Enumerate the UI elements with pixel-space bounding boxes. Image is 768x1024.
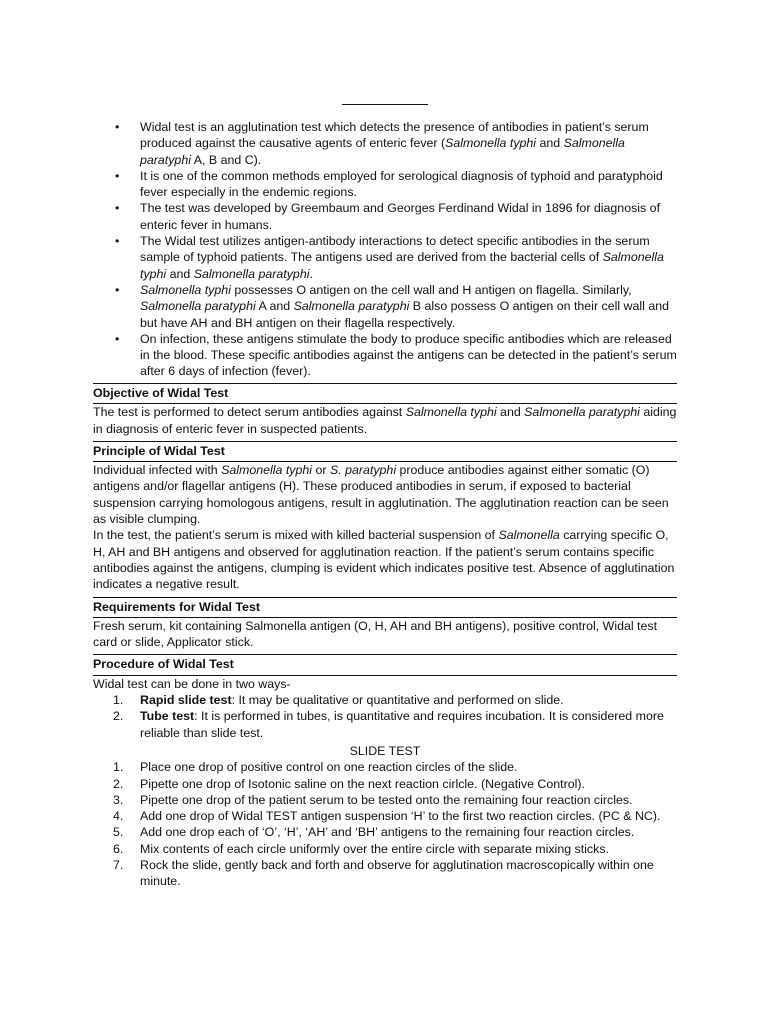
way-title: Tube test bbox=[140, 709, 195, 724]
italic-term: S. paratyphi bbox=[329, 463, 397, 478]
item-number: 6. bbox=[113, 841, 124, 856]
italic-term: Salmonella typhi bbox=[221, 463, 313, 478]
step-text: Rock the slide, gently back and forth and observe for agglutination macroscopically within one minute. bbox=[140, 858, 654, 889]
italic-term: Salmonella paratyphi bbox=[524, 405, 640, 420]
requirements-text: Fresh serum, kit containing Salmonella antigen (O, H, AH and BH antigens), positive control, Widal test card or slide, Applicator stick. bbox=[93, 618, 658, 650]
step-text: Pipette one drop of Isotonic saline on the next reaction cirlcle. (Negative Control). bbox=[140, 776, 585, 791]
principle-heading: Principle of Widal Test bbox=[93, 441, 677, 462]
way-text: : It may be qualitative or quantitative and performed on slide. bbox=[231, 693, 564, 708]
bullet-text: Widal test is an agglutination test which detects the presence of antibodies in patient’s serum produced against the causative agents of enteric fever (Salmonella typhi and Salmonella paratyphi A, B and C). bbox=[140, 120, 649, 167]
step-item bbox=[93, 824, 677, 840]
bullet-text: Salmonella typhi possesses O antigen on the cell wall and H antigen on flagella. Similarly, Salmonella paratyphi A and Salmonella paratyphi B also possess O antigen on their cell wall and but have AH and BH antigen on their flagella respectively. bbox=[140, 282, 670, 330]
way-title: Rapid slide test bbox=[140, 693, 232, 708]
step-text: Pipette one drop of the patient serum to be tested onto the remaining four reaction circles. bbox=[140, 792, 633, 807]
italic-term: Salmonella paratyphi bbox=[193, 266, 310, 281]
bullet-text: It is one of the common methods employed for serological diagnosis of typhoid and paratyphoid fever especially in the endemic regions. bbox=[140, 168, 663, 200]
procedure-heading: Procedure of Widal Test bbox=[93, 654, 677, 675]
top-rule bbox=[342, 104, 428, 105]
step-text: Add one drop each of ‘O’, ‘H’, ‘AH’ and ‘BH’ antigens to the remaining four reaction circles. bbox=[140, 825, 635, 840]
italic-term: Salmonella typhi bbox=[445, 136, 537, 151]
step-item bbox=[93, 808, 677, 824]
step-item bbox=[93, 857, 677, 890]
step-item bbox=[93, 792, 677, 808]
procedure-way bbox=[93, 708, 677, 741]
way-text: : It is performed in tubes, is quantitative and requires incubation. It is considered more reliable than slide test. bbox=[140, 709, 664, 740]
intro-bullet-list bbox=[93, 119, 677, 380]
procedure-ways-list bbox=[93, 692, 677, 741]
step-item bbox=[93, 776, 677, 792]
item-number: 1. bbox=[113, 693, 124, 708]
slide-test-steps bbox=[93, 759, 677, 889]
italic-term: Salmonella paratyphi bbox=[140, 299, 256, 314]
slide-test-title: SLIDE TEST bbox=[349, 743, 421, 758]
step-item bbox=[93, 841, 677, 857]
principle-para: In the test, the patient’s serum is mixed with killed bacterial suspension of Salmonella carrying specific O, H, AH and BH antigens and observed for agglutination reaction. If the patient’s serum contains specific antibodies against the antigens, clumping is evident which indicates positive test. Absence of agglutination indicates a negative result. bbox=[93, 528, 675, 592]
item-number: 1. bbox=[113, 760, 124, 775]
item-number: 2. bbox=[113, 776, 124, 791]
italic-term: Salmonella typhi bbox=[140, 282, 231, 297]
bullet-text: The Widal test utilizes antigen-antibody interactions to detect specific antibodies in the serum sample of typhoid patients. The antigens used are derived from the bacterial cells of Salmonella typhi and Salmonella paratyphi. bbox=[140, 234, 664, 281]
bullet-text: On infection, these antigens stimulate the body to produce specific antibodies which are released in the blood. These specific antibodies against the antigens can be detected in the patient’s serum after 6 days of infection (fever). bbox=[140, 331, 677, 379]
item-number: 3. bbox=[113, 792, 124, 807]
intro-bullet: • It is one of the common methods employed for serological diagnosis of typhoid and paratyphoid fever especially in the endemic regions. bbox=[115, 168, 663, 200]
italic-term: Salmonella paratyphi bbox=[140, 136, 625, 167]
step-text: Add one drop of Widal TEST antigen suspension ‘H’ to the first two reaction circles. (PC & NC). bbox=[140, 809, 661, 824]
item-number: 5. bbox=[113, 825, 124, 840]
intro-bullet: • The Widal test utilizes antigen-antibody interactions to detect specific antibodies in the serum sample of typhoid patients. The antigens used are derived from the bacterial cells of Salmonella typhi and Salmonella paratyphi. bbox=[115, 234, 664, 281]
intro-bullet: • Salmonella typhi possesses O antigen on the cell wall and H antigen on flagella. Similarly, Salmonella paratyphi A and Salmonella paratyphi B also possess O antigen on their cell wall and but have AH and BH antigen on their flagella respectively. bbox=[115, 282, 670, 330]
item-number: 4. bbox=[113, 809, 124, 824]
objective-text: The test is performed to detect serum antibodies against Salmonella typhi and Salmonella paratyphi aiding in diagnosis of enteric fever in suspected patients. bbox=[93, 405, 677, 436]
intro-bullet: • On infection, these antigens stimulate the body to produce specific antibodies which are released in the blood. These specific antibodies against the antigens can be detected in the patient’s serum after 6 days of infection (fever). bbox=[115, 331, 677, 379]
bullet-text: The test was developed by Greembaum and Georges Ferdinand Widal in 1896 for diagnosis of enteric fever in humans. bbox=[140, 201, 661, 232]
procedure-way bbox=[93, 692, 677, 708]
intro-bullet: • Widal test is an agglutination test which detects the presence of antibodies in patient’s serum produced against the causative agents of enteric fever (Salmonella typhi and Salmonella paratyphi A, B and C). bbox=[115, 120, 649, 167]
step-text: Mix contents of each circle uniformly over the entire circle with separate mixing sticks. bbox=[140, 841, 609, 856]
italic-term: Salmonella paratyphi bbox=[293, 299, 410, 314]
requirements-heading: Requirements for Widal Test bbox=[93, 597, 677, 618]
italic-term: Salmonella bbox=[498, 528, 560, 543]
sections bbox=[93, 383, 677, 890]
intro-bullet: • The test was developed by Greembaum and Georges Ferdinand Widal in 1896 for diagnosis of enteric fever in humans. bbox=[115, 201, 661, 232]
item-number: 2. bbox=[113, 709, 124, 724]
italic-term: Salmonella typhi bbox=[405, 405, 497, 420]
objective-heading: Objective of Widal Test bbox=[93, 383, 677, 404]
item-number: 7. bbox=[113, 858, 124, 873]
procedure-intro: Widal test can be done in two ways- bbox=[93, 676, 291, 691]
step-text: Place one drop of positive control on one reaction circles of the slide. bbox=[140, 760, 518, 775]
step-item bbox=[93, 759, 677, 775]
principle-para: Individual infected with Salmonella typhi or S. paratyphi produce antibodies against either somatic (O) antigens and/or flagellar antigens (H). These produced antibodies in serum, if exposed to bacterial suspension carrying homologous antigens, result in agglutination. The agglutination reaction can be seen as visible clumping. bbox=[93, 463, 669, 527]
italic-term: Salmonella typhi bbox=[140, 250, 664, 281]
